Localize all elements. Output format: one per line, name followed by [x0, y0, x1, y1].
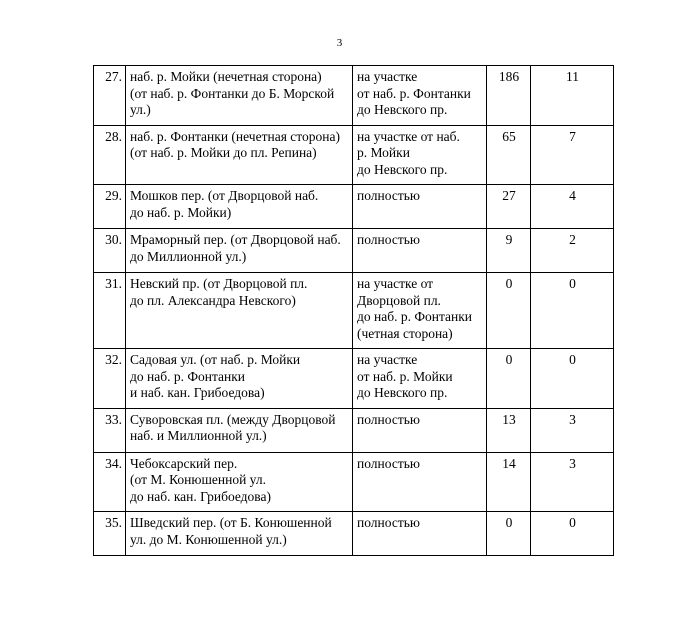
table-row — [94, 273, 614, 349]
page-number: 3 — [336, 37, 343, 49]
row-number: 32. — [94, 349, 126, 409]
row-number: 28. — [94, 125, 126, 185]
streets-table — [93, 65, 614, 556]
value-cell-1: 0 — [487, 512, 531, 556]
table-row — [94, 452, 614, 512]
value-cell-2: 4 — [531, 185, 614, 229]
value-cell-2: 0 — [531, 512, 614, 556]
value-cell-1: 65 — [487, 125, 531, 185]
street-cell: Мраморный пер. (от Дворцовой наб. до Миллионной ул.) — [126, 229, 353, 273]
value-cell-2: 11 — [531, 66, 614, 126]
street-cell: наб. р. Фонтанки (нечетная сторона) (от наб. р. Мойки до пл. Репина) — [126, 125, 353, 185]
table-row — [94, 125, 614, 185]
street-cell: Невский пр. (от Дворцовой пл. до пл. Александра Невского) — [126, 273, 353, 349]
extent-cell: на участке от наб. р. Фонтанки до Невского пр. — [353, 66, 487, 126]
value-cell-1: 186 — [487, 66, 531, 126]
value-cell-2: 0 — [531, 349, 614, 409]
row-number: 35. — [94, 512, 126, 556]
table-row — [94, 512, 614, 556]
value-cell-1: 27 — [487, 185, 531, 229]
extent-cell: на участке от Дворцовой пл. до наб. р. Фонтанки (четная сторона) — [353, 273, 487, 349]
extent-cell: полностью — [353, 408, 487, 452]
table-row — [94, 408, 614, 452]
street-cell: Садовая ул. (от наб. р. Мойки до наб. р. Фонтанки и наб. кан. Грибоедова) — [126, 349, 353, 409]
extent-cell: на участке от наб. р. Мойки до Невского пр. — [353, 349, 487, 409]
value-cell-2: 3 — [531, 452, 614, 512]
value-cell-2: 2 — [531, 229, 614, 273]
row-number: 34. — [94, 452, 126, 512]
row-number: 29. — [94, 185, 126, 229]
table-body — [94, 66, 614, 556]
value-cell-1: 14 — [487, 452, 531, 512]
table-row — [94, 185, 614, 229]
street-cell: наб. р. Мойки (нечетная сторона) (от наб. р. Фонтанки до Б. Морской ул.) — [126, 66, 353, 126]
value-cell-2: 3 — [531, 408, 614, 452]
row-number: 27. — [94, 66, 126, 126]
extent-cell: полностью — [353, 229, 487, 273]
extent-cell: полностью — [353, 185, 487, 229]
street-cell: Шведский пер. (от Б. Конюшенной ул. до М. Конюшенной ул.) — [126, 512, 353, 556]
street-cell: Чебоксарский пер. (от М. Конюшенной ул. до наб. кан. Грибоедова) — [126, 452, 353, 512]
table-row — [94, 229, 614, 273]
value-cell-2: 7 — [531, 125, 614, 185]
table-row — [94, 349, 614, 409]
extent-cell: полностью — [353, 512, 487, 556]
table-row — [94, 66, 614, 126]
value-cell-2: 0 — [531, 273, 614, 349]
street-cell: Суворовская пл. (между Дворцовой наб. и Миллионной ул.) — [126, 408, 353, 452]
row-number: 31. — [94, 273, 126, 349]
street-cell: Мошков пер. (от Дворцовой наб. до наб. р. Мойки) — [126, 185, 353, 229]
value-cell-1: 0 — [487, 349, 531, 409]
value-cell-1: 0 — [487, 273, 531, 349]
extent-cell: на участке от наб. р. Мойки до Невского пр. — [353, 125, 487, 185]
value-cell-1: 9 — [487, 229, 531, 273]
row-number: 33. — [94, 408, 126, 452]
row-number: 30. — [94, 229, 126, 273]
value-cell-1: 13 — [487, 408, 531, 452]
extent-cell: полностью — [353, 452, 487, 512]
